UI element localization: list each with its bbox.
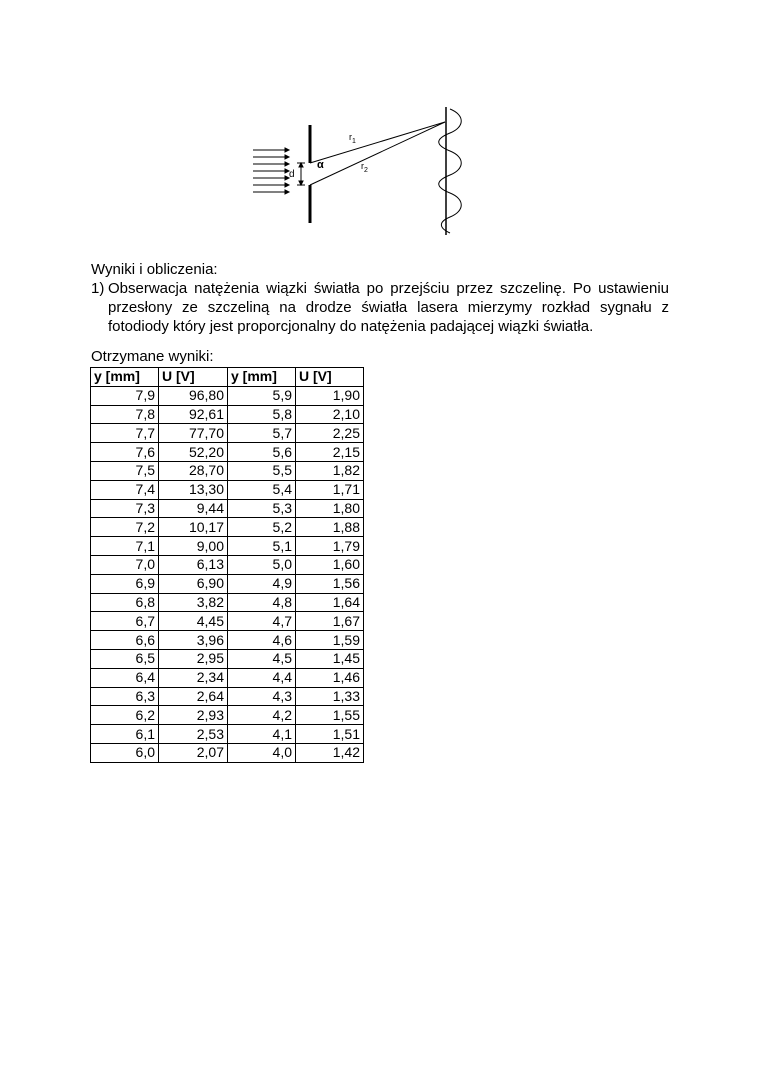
table-row	[91, 612, 364, 631]
table-cell: 7,5	[91, 461, 159, 480]
table-row	[91, 518, 364, 537]
results-table	[90, 367, 364, 763]
table-row	[91, 687, 364, 706]
table-cell: 7,3	[91, 499, 159, 518]
table-row	[91, 706, 364, 725]
table-row	[91, 499, 364, 518]
section-title: Wyniki i obliczenia:	[91, 261, 218, 278]
table-cell: 5,9	[228, 386, 296, 405]
table-cell: 4,9	[228, 574, 296, 593]
table-cell: 6,2	[91, 706, 159, 725]
table-cell: 4,1	[228, 725, 296, 744]
table-header-u-v-2: U [V]	[296, 368, 364, 387]
table-row	[91, 424, 364, 443]
table-row	[91, 631, 364, 650]
table-cell: 6,1	[91, 725, 159, 744]
table-header-y-mm-2: y [mm]	[228, 368, 296, 387]
incident-light-arrows	[253, 148, 289, 194]
table-header-row	[91, 368, 364, 387]
table-cell: 1,42	[296, 743, 364, 762]
table-cell: 5,5	[228, 461, 296, 480]
table-cell: 28,70	[159, 461, 228, 480]
table-cell: 7,1	[91, 537, 159, 556]
table-cell: 4,45	[159, 612, 228, 631]
table-row	[91, 443, 364, 462]
table-cell: 1,67	[296, 612, 364, 631]
table-cell: 6,5	[91, 649, 159, 668]
table-cell: 6,3	[91, 687, 159, 706]
table-cell: 4,3	[228, 687, 296, 706]
table-cell: 1,79	[296, 537, 364, 556]
table-row	[91, 574, 364, 593]
table-row	[91, 725, 364, 744]
table-cell: 1,60	[296, 555, 364, 574]
table-cell: 7,2	[91, 518, 159, 537]
table-cell: 7,8	[91, 405, 159, 424]
table-row	[91, 480, 364, 499]
table-row	[91, 668, 364, 687]
table-cell: 5,1	[228, 537, 296, 556]
table-cell: 2,53	[159, 725, 228, 744]
table-cell: 7,7	[91, 424, 159, 443]
table-cell: 7,0	[91, 555, 159, 574]
table-cell: 1,90	[296, 386, 364, 405]
table-cell: 6,90	[159, 574, 228, 593]
results-label: Otrzymane wyniki:	[91, 348, 214, 365]
table-cell: 4,4	[228, 668, 296, 687]
table-row	[91, 405, 364, 424]
table-cell: 10,17	[159, 518, 228, 537]
table-cell: 5,4	[228, 480, 296, 499]
table-cell: 4,0	[228, 743, 296, 762]
table-cell: 1,55	[296, 706, 364, 725]
table-cell: 96,80	[159, 386, 228, 405]
slit-width-label: d	[289, 169, 295, 180]
table-cell: 6,6	[91, 631, 159, 650]
table-cell: 5,2	[228, 518, 296, 537]
table-row	[91, 649, 364, 668]
table-cell: 13,30	[159, 480, 228, 499]
table-row	[91, 461, 364, 480]
table-cell: 3,82	[159, 593, 228, 612]
table-cell: 77,70	[159, 424, 228, 443]
angle-alpha-label: α	[317, 159, 324, 171]
table-row	[91, 537, 364, 556]
table-row	[91, 743, 364, 762]
table-row	[91, 593, 364, 612]
table-row	[91, 386, 364, 405]
table-cell: 5,8	[228, 405, 296, 424]
table-cell: 6,8	[91, 593, 159, 612]
ray-r2-label: $r_2$	[361, 161, 368, 174]
table-cell: 4,5	[228, 649, 296, 668]
table-cell: 5,0	[228, 555, 296, 574]
table-cell: 1,88	[296, 518, 364, 537]
list-item-number: 1)	[91, 280, 105, 297]
table-cell: 1,51	[296, 725, 364, 744]
ray-r1-label: $r_1$	[349, 132, 356, 145]
table-body	[91, 386, 364, 762]
table-cell: 1,56	[296, 574, 364, 593]
table-cell: 6,13	[159, 555, 228, 574]
table-cell: 2,93	[159, 706, 228, 725]
table-cell: 2,64	[159, 687, 228, 706]
table-cell: 1,64	[296, 593, 364, 612]
table-cell: 1,71	[296, 480, 364, 499]
table-cell: 1,59	[296, 631, 364, 650]
table-cell: 1,82	[296, 461, 364, 480]
list-item-1	[91, 279, 669, 336]
table-row	[91, 555, 364, 574]
intensity-pattern-curve	[439, 109, 462, 233]
table-cell: 6,0	[91, 743, 159, 762]
table-cell: 1,45	[296, 649, 364, 668]
table-cell: 4,6	[228, 631, 296, 650]
table-cell: 7,9	[91, 386, 159, 405]
table-header-u-v-1: U [V]	[159, 368, 228, 387]
table-cell: 1,33	[296, 687, 364, 706]
slit-width-marker	[297, 163, 305, 185]
table-cell: 2,07	[159, 743, 228, 762]
table-cell: 5,6	[228, 443, 296, 462]
table-cell: 2,25	[296, 424, 364, 443]
table-cell: 92,61	[159, 405, 228, 424]
table-cell: 4,7	[228, 612, 296, 631]
table-cell: 1,80	[296, 499, 364, 518]
table-header-y-mm-1: y [mm]	[91, 368, 159, 387]
table-cell: 2,95	[159, 649, 228, 668]
table-cell: 1,46	[296, 668, 364, 687]
table-cell: 6,9	[91, 574, 159, 593]
table-cell: 52,20	[159, 443, 228, 462]
single-slit-diffraction-diagram	[245, 105, 475, 237]
table-cell: 7,4	[91, 480, 159, 499]
table-cell: 3,96	[159, 631, 228, 650]
table-cell: 5,7	[228, 424, 296, 443]
table-cell: 2,10	[296, 405, 364, 424]
table-cell: 2,15	[296, 443, 364, 462]
table-cell: 9,44	[159, 499, 228, 518]
table-cell: 7,6	[91, 443, 159, 462]
table-cell: 6,4	[91, 668, 159, 687]
path-rays	[310, 122, 445, 185]
table-cell: 2,34	[159, 668, 228, 687]
table-cell: 6,7	[91, 612, 159, 631]
table-cell: 4,2	[228, 706, 296, 725]
list-item-text: Obserwacja natężenia wiązki światła po przejściu przez szczelinę. Po ustawieniu przesłony ze szczeliną na drodze światła lasera mierzymy rozkład sygnału z fotodiody który jest proporcjonalny do natężenia padającej wiązki światła.	[108, 280, 669, 335]
table-cell: 9,00	[159, 537, 228, 556]
table-cell: 4,8	[228, 593, 296, 612]
table-cell: 5,3	[228, 499, 296, 518]
